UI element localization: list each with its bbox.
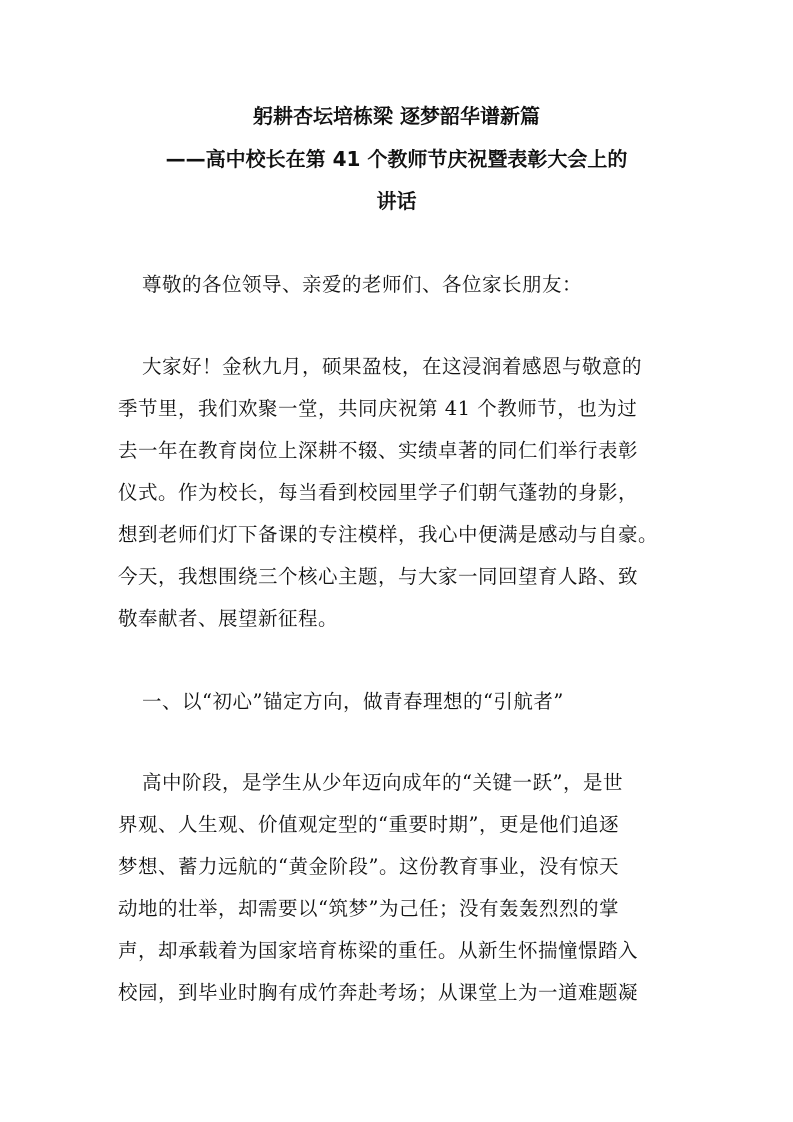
section-heading-1: 一、以“初心”锚定方向，做青春理想的“引航者”	[142, 690, 564, 713]
paragraph-line: 校园，到毕业时胸有成竹奔赴考场；从课堂上为一道难题凝	[118, 981, 639, 1004]
paragraph-line: 高中阶段，是学生从少年迈向成年的“关键一跃”，是世	[142, 771, 623, 794]
salutation: 尊敬的各位领导、亲爱的老师们、各位家长朋友：	[142, 273, 583, 296]
paragraph-line: 去一年在教育岗位上深耕不辍、实绩卓著的同仁们举行表彰	[118, 439, 639, 462]
title-line-1: 躬耕杏坛培栋梁 逐梦韶华谱新篇	[253, 104, 540, 128]
paragraph-line: 动地的壮举，却需要以“筑梦”为己任；没有轰轰烈烈的掌	[118, 897, 619, 920]
paragraph-line: 仪式。作为校长，每当看到校园里学子们朝气蓬勃的身影，	[118, 481, 639, 504]
paragraph-line: 敬奉献者、展望新征程。	[118, 607, 339, 630]
paragraph-line: 今天，我想围绕三个核心主题，与大家一同回望育人路、致	[118, 565, 639, 588]
title-line-2: ——高中校长在第 41 个教师节庆祝暨表彰大会上的	[165, 147, 628, 171]
paragraph-line: 季节里，我们欢聚一堂，共同庆祝第 41 个教师节，也为过	[118, 397, 638, 420]
paragraph-line: 大家好！金秋九月，硕果盈枝，在这浸润着感恩与敬意的	[142, 355, 643, 378]
paragraph-line: 想到老师们灯下备课的专注模样，我心中便满是感动与自豪。	[118, 523, 659, 546]
paragraph-line: 声，却承载着为国家培育栋梁的重任。从新生怀揣憧憬踏入	[118, 939, 639, 962]
title-line-3: 讲话	[376, 189, 417, 213]
paragraph-line: 梦想、蓄力远航的“黄金阶段”。这份教育事业，没有惊天	[118, 855, 619, 878]
paragraph-line: 界观、人生观、价值观定型的“重要时期”，更是他们追逐	[118, 813, 619, 836]
